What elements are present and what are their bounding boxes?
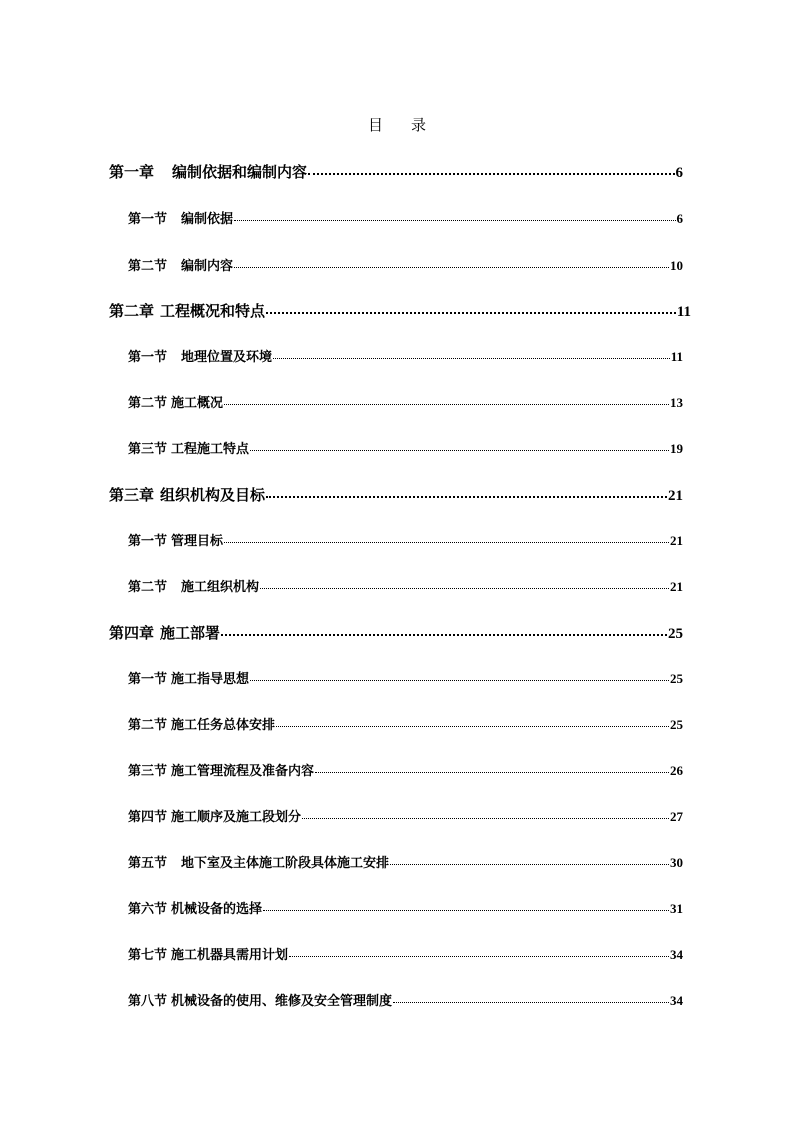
toc-entry-title: 工程概况和特点 [160, 302, 266, 320]
toc-dot-leader [221, 623, 667, 638]
toc-section-entry[interactable] [128, 898, 683, 917]
toc-entry-title: 施工机器具需用计划 [171, 948, 289, 963]
toc-section-entry[interactable] [128, 530, 683, 549]
toc-section-entry[interactable] [128, 852, 683, 871]
toc-entry-title: 组织机构及目标 [160, 486, 266, 504]
toc-entry-title: 施工部署 [160, 624, 221, 642]
toc-entry-number: 第二章 [109, 302, 155, 320]
toc-entry-title: 编制内容 [181, 259, 234, 274]
toc-dot-leader [266, 301, 676, 316]
toc-dot-leader [315, 762, 669, 775]
toc-page-number: 34 [670, 993, 683, 1008]
toc-entry-title: 施工组织机构 [181, 580, 260, 595]
toc-heading-char-1: 目 [367, 116, 383, 134]
toc-page-number: 19 [670, 441, 683, 456]
toc-section-entry[interactable] [128, 208, 683, 227]
toc-entry-number: 第四章 [109, 624, 155, 642]
toc-entry-number: 第三节 [128, 442, 168, 457]
toc-entry-title: 地理位置及环境 [181, 350, 273, 365]
toc-entry-title: 施工任务总体安排 [171, 718, 276, 733]
toc-dot-leader [234, 210, 675, 223]
toc-heading [0, 114, 794, 135]
toc-dot-leader [390, 854, 669, 867]
toc-dot-leader [263, 900, 669, 913]
toc-page-number: 10 [670, 258, 683, 273]
toc-entry-number: 第一节 [128, 534, 168, 549]
toc-section-entry[interactable] [128, 714, 683, 733]
toc-dot-leader [224, 394, 669, 407]
toc-section-entry[interactable] [128, 255, 683, 274]
toc-section-entry[interactable] [128, 438, 683, 457]
toc-entry-number: 第八节 [128, 994, 168, 1009]
toc-page-number: 6 [675, 165, 683, 181]
toc-entry-title: 管理目标 [171, 534, 224, 549]
toc-section-entry[interactable] [128, 346, 683, 365]
toc-entry-title: 施工指导思想 [171, 672, 250, 687]
toc-page-number: 13 [670, 395, 683, 410]
toc-section-entry[interactable] [128, 990, 683, 1009]
toc-dot-leader [308, 162, 674, 177]
toc-section-entry[interactable] [128, 668, 683, 687]
toc-entry-number: 第五节 [128, 856, 168, 871]
toc-dot-leader [302, 808, 669, 821]
toc-page-number: 21 [668, 488, 683, 504]
toc-entry-number: 第二节 [128, 718, 168, 733]
toc-dot-leader [250, 440, 669, 453]
toc-entry-number: 第一节 [128, 350, 168, 365]
toc-section-entry[interactable] [128, 806, 683, 825]
toc-dot-leader [224, 532, 669, 545]
toc-entry-title: 编制依据 [181, 212, 234, 227]
toc-chapter-entry[interactable] [109, 484, 683, 505]
toc-entry-number: 第二节 [128, 259, 168, 274]
toc-page-number: 11 [676, 304, 691, 320]
toc-dot-leader [393, 992, 669, 1005]
toc-entry-title: 编制依据和编制内容 [172, 163, 308, 181]
toc-entry-title: 机械设备的选择 [171, 902, 263, 917]
toc-dot-leader [250, 670, 669, 683]
toc-dot-leader [273, 348, 670, 361]
toc-entry-number: 第四节 [128, 810, 168, 825]
toc-page-number: 25 [668, 626, 683, 642]
toc-entry-number: 第一节 [128, 672, 168, 687]
toc-entry-title: 施工管理流程及准备内容 [171, 764, 315, 779]
toc-entry-number: 第二节 [128, 580, 168, 595]
toc-page-number: 27 [670, 809, 683, 824]
toc-entry-number: 第三章 [109, 486, 155, 504]
toc-entry-title: 机械设备的使用、维修及安全管理制度 [171, 994, 393, 1009]
toc-page-number: 11 [670, 349, 683, 364]
toc-dot-leader [289, 946, 669, 959]
toc-entry-number: 第七节 [128, 948, 168, 963]
toc-entry-title: 工程施工特点 [171, 442, 250, 457]
toc-page-number: 26 [670, 763, 683, 778]
toc-page-number: 30 [670, 855, 683, 870]
toc-entry-title: 施工顺序及施工段划分 [171, 810, 302, 825]
toc-chapter-entry[interactable] [109, 161, 683, 182]
toc-section-entry[interactable] [128, 944, 683, 963]
toc-entry-title: 地下室及主体施工阶段具体施工安排 [181, 856, 390, 871]
toc-section-entry[interactable] [128, 392, 683, 411]
toc-page-number: 6 [676, 211, 683, 226]
toc-chapter-entry[interactable] [109, 300, 691, 321]
toc-page-number: 34 [670, 947, 683, 962]
toc-entry-title: 施工概况 [171, 396, 224, 411]
toc-entry-number: 第三节 [128, 764, 168, 779]
toc-section-entry[interactable] [128, 576, 683, 595]
toc-entry-number: 第一节 [128, 212, 168, 227]
toc-dot-leader [266, 485, 667, 500]
toc-page-number: 25 [670, 671, 683, 686]
toc-entry-number: 第二节 [128, 396, 168, 411]
toc-section-entry[interactable] [128, 760, 683, 779]
toc-page-number: 25 [670, 717, 683, 732]
toc-entry-number: 第六节 [128, 902, 168, 917]
toc-entry-number: 第一章 [109, 163, 155, 181]
toc-dot-leader [234, 257, 669, 270]
toc-heading-char-2: 录 [411, 116, 427, 134]
toc-page-number: 31 [670, 901, 683, 916]
toc-page-number: 21 [670, 533, 683, 548]
toc-page-number: 21 [670, 579, 683, 594]
toc-dot-leader [276, 716, 669, 729]
toc-chapter-entry[interactable] [109, 622, 683, 643]
toc-dot-leader [260, 578, 669, 591]
